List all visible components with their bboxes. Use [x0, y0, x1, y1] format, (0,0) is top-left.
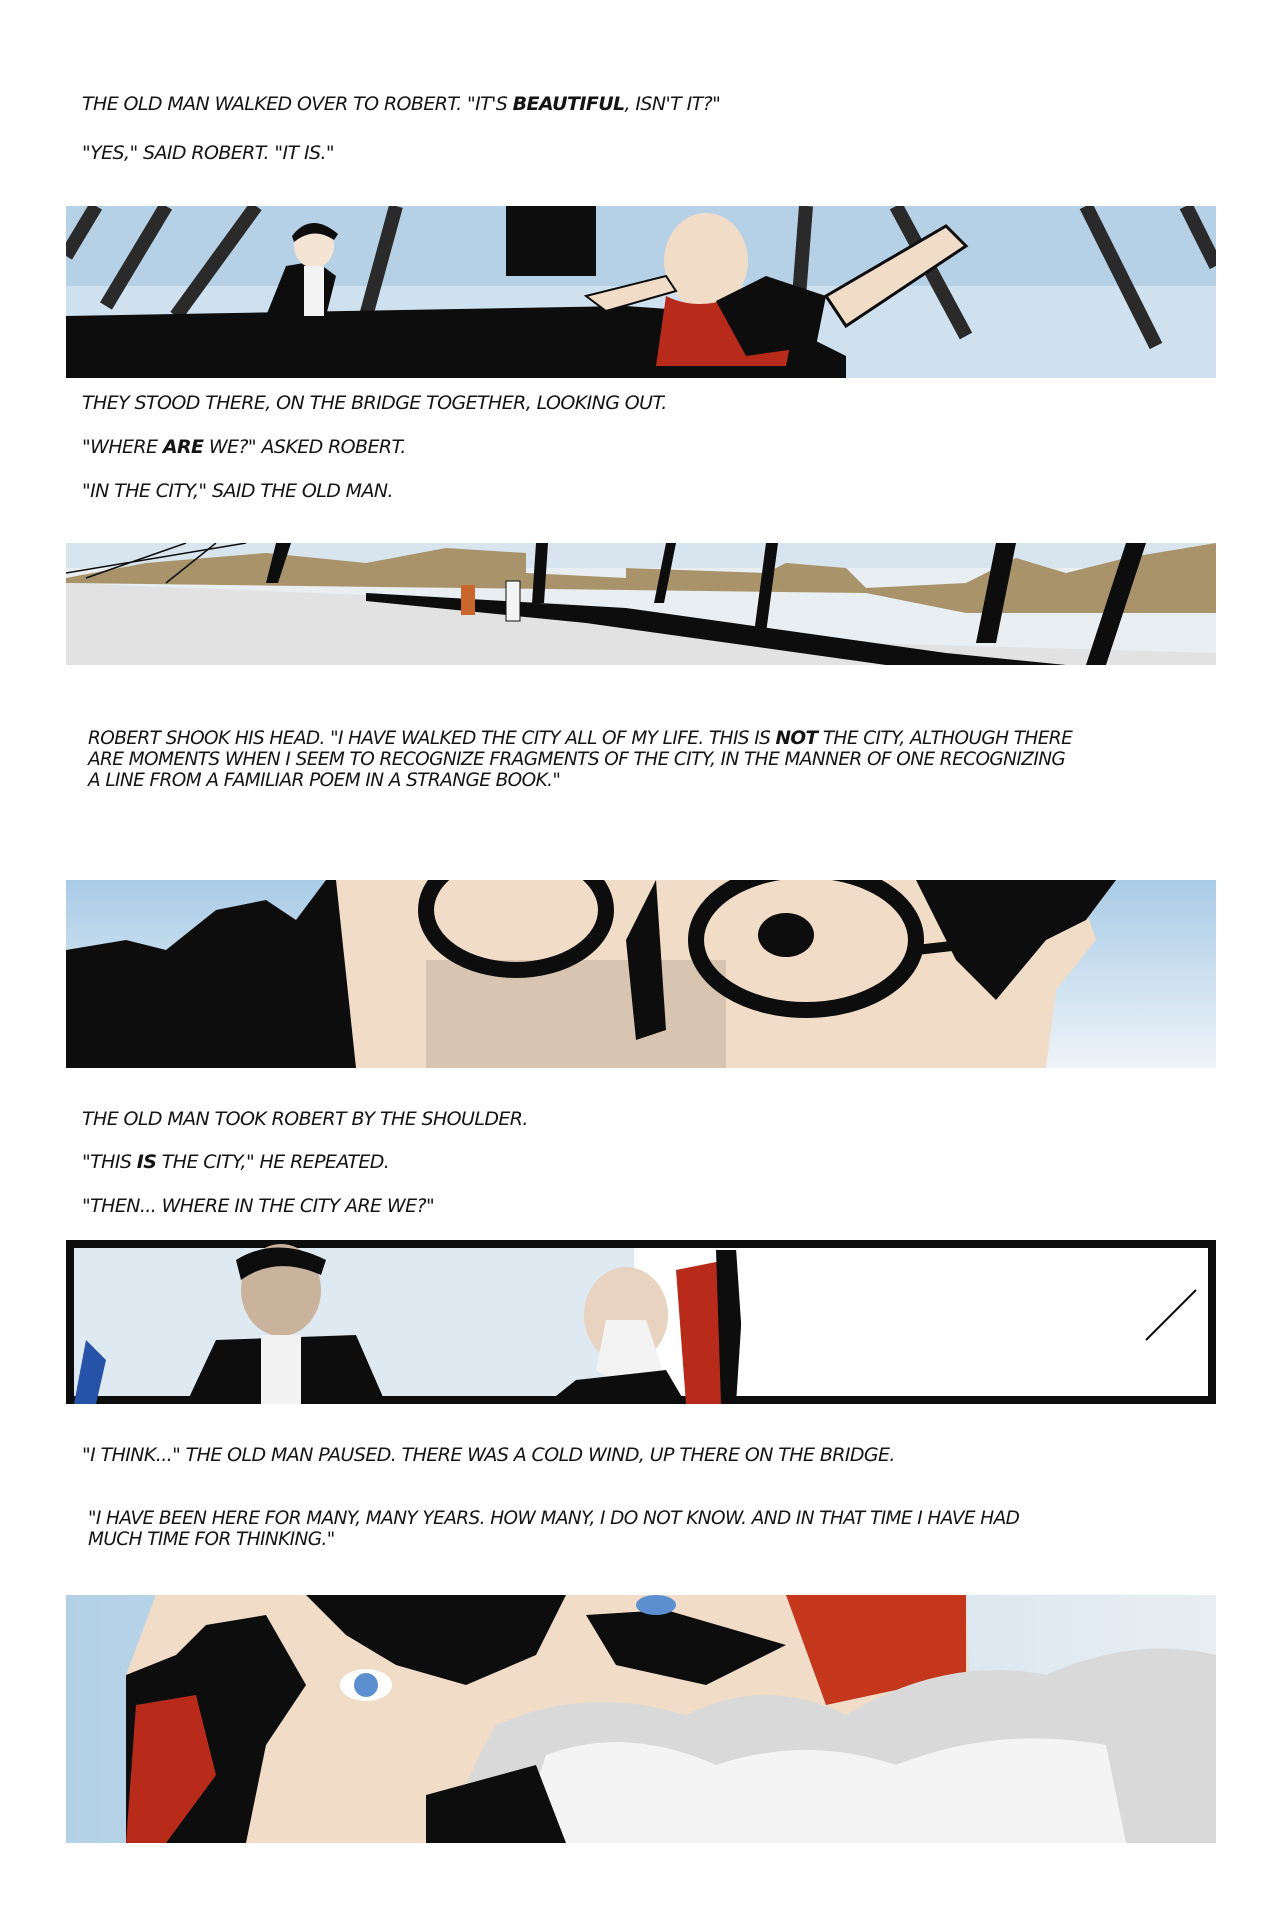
caption-3: THEY STOOD THERE, ON THE BRIDGE TOGETHER, LOOKING OUT. — [82, 392, 667, 414]
caption-5: "IN THE CITY," SAID THE OLD MAN. — [82, 480, 393, 502]
panel-bridge-wide-art — [66, 543, 1216, 665]
caption-emphasis: ARE — [162, 436, 204, 458]
caption-text: "THIS — [82, 1151, 137, 1173]
caption-4 — [82, 436, 406, 458]
caption-line: "I HAVE BEEN HERE FOR MANY, MANY YEARS. HOW MANY, I DO NOT KNOW. AND IN THAT TIME I HAVE HAD — [88, 1508, 1020, 1529]
panel-two-men — [66, 1240, 1216, 1404]
caption-line — [88, 728, 1188, 749]
caption-text: THE OLD MAN WALKED OVER TO ROBERT. "IT'S — [82, 93, 513, 115]
caption-8 — [82, 1151, 389, 1173]
panel-bridge-wide — [66, 543, 1216, 665]
caption-line: A LINE FROM A FAMILIAR POEM IN A STRANGE BOOK." — [88, 770, 561, 791]
caption-line: MUCH TIME FOR THINKING." — [88, 1529, 335, 1550]
caption-emphasis: IS — [136, 1151, 157, 1173]
panel-robert-closeup — [66, 880, 1216, 1068]
caption-text: ROBERT SHOOK HIS HEAD. "I HAVE WALKED THE CITY ALL OF MY LIFE. THIS IS — [88, 728, 776, 749]
caption-2: "YES," SAID ROBERT. "IT IS." — [82, 142, 335, 164]
caption-text: , ISN'T IT?" — [624, 93, 721, 115]
panel-bridge-meeting — [66, 206, 1216, 378]
caption-1 — [82, 93, 720, 115]
caption-emphasis: NOT — [775, 728, 818, 749]
caption-10: "I THINK..." THE OLD MAN PAUSED. THERE WAS A COLD WIND, UP THERE ON THE BRIDGE. — [82, 1444, 895, 1466]
caption-text: "WHERE — [82, 436, 163, 458]
panel-robert-closeup-art — [66, 880, 1216, 1068]
panel-bridge-meeting-art — [66, 206, 1216, 378]
caption-9: "THEN... WHERE IN THE CITY ARE WE?" — [82, 1195, 435, 1217]
caption-11 — [88, 1508, 1188, 1550]
caption-emphasis: BEAUTIFUL — [512, 93, 625, 115]
panel-old-man-closeup-art — [66, 1595, 1216, 1843]
panel-old-man-closeup — [66, 1595, 1216, 1843]
caption-text: WE?" ASKED ROBERT. — [203, 436, 406, 458]
caption-line: ARE MOMENTS WHEN I SEEM TO RECOGNIZE FRAGMENTS OF THE CITY, IN THE MANNER OF ONE RECOGNIZING — [88, 749, 1066, 770]
panel-two-men-art — [66, 1240, 1216, 1404]
caption-6 — [88, 728, 1188, 791]
caption-text: THE CITY, ALTHOUGH THERE — [817, 728, 1073, 749]
caption-text: THE CITY," HE REPEATED. — [156, 1151, 390, 1173]
caption-7: THE OLD MAN TOOK ROBERT BY THE SHOULDER. — [82, 1108, 528, 1130]
